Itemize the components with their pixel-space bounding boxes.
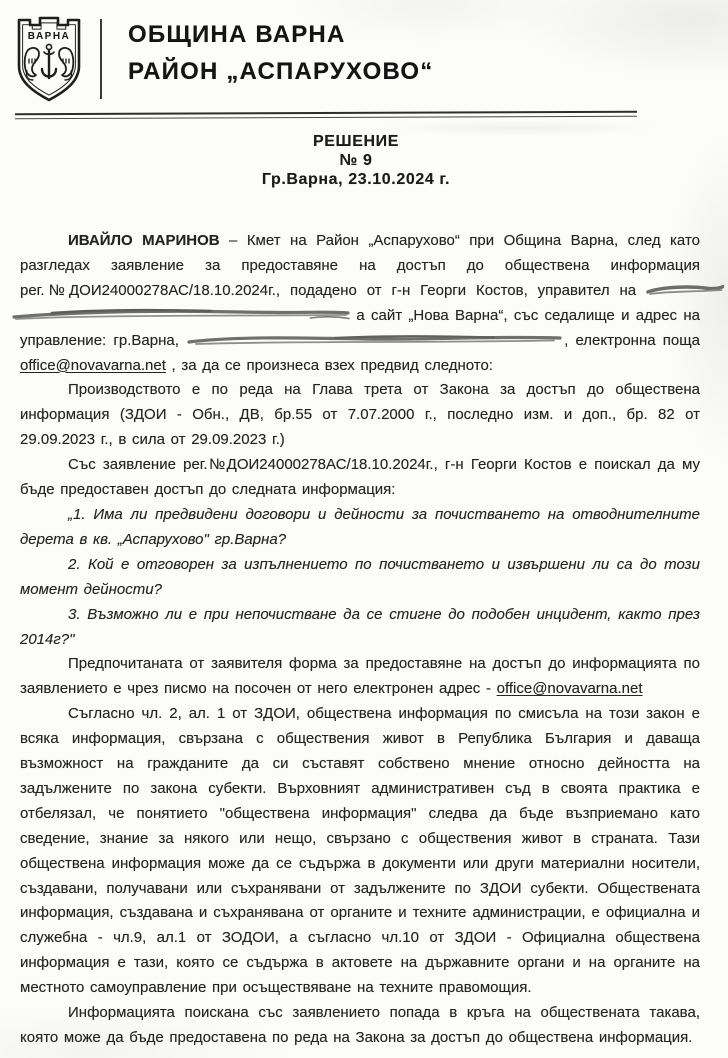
intro-line-3: рег.№ДОИ24000278АС/18.10.2024г., подадено от г-н Георги Костов, управител на: [20, 279, 700, 304]
varna-coat-of-arms-icon: [15, 14, 83, 109]
email-link[interactable]: office@novavarna.net: [496, 680, 643, 698]
decision-place-date: Гр.Варна, 23.10.2024 г.: [261, 170, 451, 188]
question-3: 3. Възможно ли е при непочистване да се стигне до подобен инцидент, както през 2014г?": [20, 605, 700, 648]
intro-line-2: разгледах заявление за предоставяне на достъп до обществена информация: [20, 256, 700, 274]
municipality-name: ОБЩИНА ВАРНА: [128, 21, 346, 48]
question-1: „1. Има ли предвидени договори и дейности за почистването на отводнителните дерета в кв. „Аспарухово" гр.Варна?: [20, 505, 700, 548]
question-2: 2. Кой е отговорен за изпълнението по почистването и извършени ли са до този момент дейности?: [20, 555, 700, 598]
double-rule-divider: [15, 111, 637, 119]
redaction-scribble: [12, 306, 350, 322]
procedure-paragraph: Производството е по реда на Глава трета от Закона за достъп до обществена информация (ЗДОИ - Обн., ДВ, бр.55 от 7.07.2000 г., последно изм. и доп., бр. 82 от 29.09.2023 г., в сила от 29.09.2023 г.): [20, 381, 700, 449]
redaction-scribble: ,: [186, 329, 568, 354]
document-body: [20, 229, 700, 1051]
intro-line-6: office@novavarna.net , за да се произнеса взех предвид следното:: [20, 356, 493, 374]
preferred-form-paragraph: Предпочитаната от заявителя форма за предоставяне на достъп до информацията по заявлението е чрез писмо на посочен от него електронен адрес - office@novavarna.net: [20, 655, 700, 698]
email-link[interactable]: office@novavarna.net: [20, 356, 166, 374]
legal-grounds-paragraph: Съгласно чл. 2, ал. 1 от ЗДОИ, обществена информация по смисъла на този закон е всяка информация, свързана с обществения живот в Република България и даваща възможност на гражданите да си съставят собствено мнение относно дейността на задължените по закона субекти. Върховният административен съд в своята практика е отбелязал, че понятието "обществена информация" следва да бъде възприемано като сведение, знание за някого или нещо, свързано с обществения живот в страната. Тази обществена информация може да се съдържа в документи или други материални носители, създавани, получавани или съхранявани от задължените по ЗДОИ субекти. Обществената информация, създавана и съхранявана от органите и техните администрации, е официална и служебна - чл.9, ал.1 от ЗОДОИ, а съгласно чл.10 от ЗДОИ - Официална обществена информация е тази, която се съдържа в актовете на държавните органи и на органите на местното самоуправление при осъществяване на техните правомощия.: [20, 705, 700, 997]
district-name: РАЙОН „АСПАРУХОВО“: [128, 58, 434, 85]
decision-title: РЕШЕНИЕ: [312, 133, 400, 150]
redaction-scribble: [646, 283, 724, 297]
letterhead-separator: [100, 19, 102, 99]
intro-line-5: управление: гр.Варна, , електронна поща: [20, 329, 700, 354]
decision-title-block: [20, 133, 692, 189]
intro-line-1: ИВАЙЛО МАРИНОВ – Кмет на Район „Аспарухово“ при Община Варна, след като: [68, 232, 700, 249]
coat-of-arms-text: ВАРНА: [27, 31, 71, 42]
conclusion-paragraph: Информацията поискана със заявлението попада в кръга на обществената такава, която може да бъде предоставена по реда на Закона за достъп до обществена информация.: [20, 1004, 700, 1046]
intro-line-4: а сайт „Нова Варна“, със седалище и адрес на: [20, 304, 700, 329]
request-paragraph: Със заявление рег.№ДОИ24000278АС/18.10.2024г., г-н Георги Костов е поискал да му бъде предоставен достъп до следната информация:: [20, 456, 700, 499]
mayor-name: ИВАЙЛО МАРИНОВ: [68, 232, 220, 249]
intro-paragraph: [20, 229, 700, 378]
decision-number: № 9: [339, 151, 373, 169]
